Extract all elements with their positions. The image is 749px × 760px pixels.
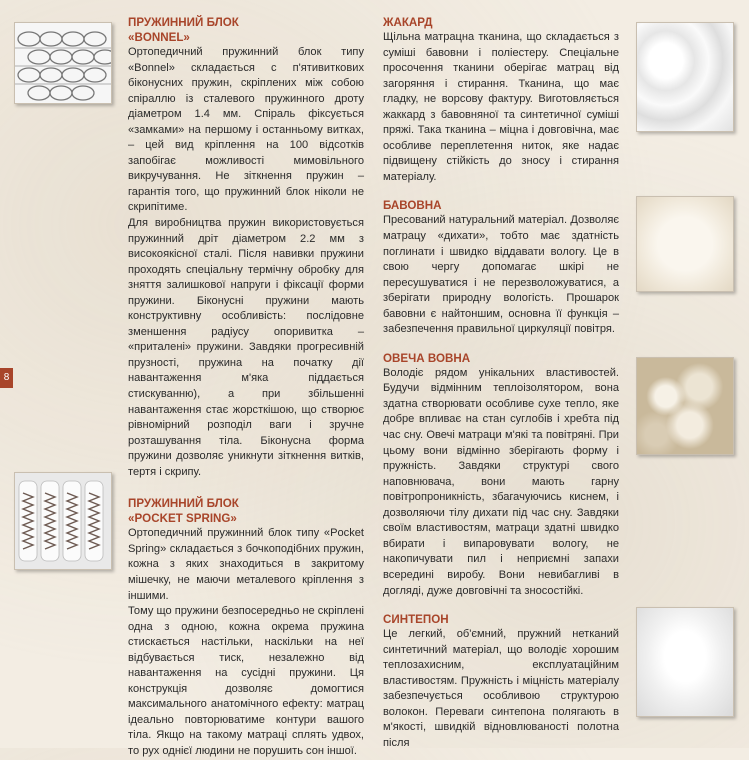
bonnel-spring-image	[14, 22, 112, 104]
jacquard-title: ЖАКАРД	[383, 16, 433, 29]
cotton-title: БАВОВНА	[383, 199, 442, 213]
bonnel-title-line2: «BONNEL»	[128, 31, 190, 44]
pocket-paragraph-1: Ортопедичний пружинний блок типу «Pocket Spring» складається з бочкоподібних пружин, кожна з яких знаходиться в закритому мішечку, не маючи металевого кріплення з іншими.	[128, 527, 364, 602]
bonnel-title-line1: ПРУЖИННИЙ БЛОК	[128, 16, 239, 29]
pocket-title-line1: ПРУЖИННИЙ БЛОК	[128, 497, 239, 511]
left-column	[128, 15, 364, 760]
right-column	[383, 15, 619, 751]
pocket-spring-image	[14, 472, 112, 570]
pocket-title-line2: «POCKET SPRING»	[128, 512, 237, 526]
jacquard-text: Щільна матрацна тканина, що складається з суміші бавовни і поліестеру. Спеціальне просочення тканини оберігає матрац від загоряння і стирання. Тканина, що має гладку, не ворсову фактуру. Виготовляється жаккард з бавовняної та синтетичної суміші пряжі. Така тканина – міцна і довговічна, має особливе переплетення ниток, яке надає підвищену стійкість до зносу і стирання матеріалу.	[383, 31, 619, 183]
sintepon-image	[636, 607, 734, 717]
sheep-wool-image	[636, 357, 734, 455]
sintepon-title: СИНТЕПОН	[383, 613, 449, 627]
sintepon-text: Це легкий, об'ємний, пружний нетканий синтетичний матеріал, що володіє хорошим теплозахисним, експлуатаційним властивостям. Пружність і міцність матеріалу забезпечується особливою структурою волокон. Переваги синтепона полягають в м'якості, швидкій відновлюваності полотна після	[383, 628, 619, 749]
page-number: 8	[0, 368, 13, 388]
bonnel-paragraph-1: Ортопедичний пружинний блок типу «Bonnel» складається с п'ятивиткових біконусних пружин, скріплених між собою спіраллю із сталевого пружинного дроту діаметром 1.4 мм. Спіраль фіксується «замками» на першому і останньому витках, – цей вид кріплення на 100 відсотків запобігає можливості мимовільного викручування. Не зіткнення пружин – гарантія того, що пружинний блок ніколи не скрипітиме.	[128, 46, 364, 214]
cotton-text: Пресований натуральний матеріал. Дозволяє матрацу «дихати», тобто має здатність поглинати і швидко віддавати вологу. Це в свою чергу допомагає шкірі не пересушуватися і не перезволожуватися, а зберігати природну вологість. Прошарок бавовни є найтоншим, основна її функція – забезпечення правильної циркуляції повітря.	[383, 214, 619, 336]
pocket-paragraph-2: Тому що пружини безпосередньо не скріплені одна з одною, кожна окрема пружина стискається настільки, наскільки на неї відбувається тиск, незалежно від навантаження на сусідні пружини. Ця конструкція дозволяє домогтися максимального анатомічного ефекту: матрац ідеально повторюватиме контури вашого тіла. Якщо на такому матраці сплять удвох, то рух однієї людини не порушить сон іншої.	[128, 605, 364, 757]
jacquard-fabric-image	[636, 22, 734, 132]
wool-text: Володіє рядом унікальних властивостей. Будучи відмінним теплоізолятором, вона здатна створювати особливе сухе тепло, яке добре впливає на стан суглобів і хребта під час сну. Овечі матраци м'які та повітряні. При цьому вони відмінно зберігають форму і пружність. Завдяки структурі свого наповнювача, вони мають гарну повітропроникність, збагачуючись киснем, і дозволяючи тілу дихати під час сну. Завдяки своїм властивостям, матраци здатні швидко вбирати і випаровувати вологу, не накопичувати пил і неприємні запахи всередині виробу. Вони невибагливі в догляді, дуже довговічні та зносостійкі.	[383, 366, 619, 597]
bonnel-paragraph-2: Для виробництва пружин використовується пружинний дріт діаметром 2.2 мм з високоякісної сталі. Після навивки пружини проходять спеціальну термічну обробку для зняття залишкової напруги і фіксації форми пружини. Біконусні пружини мають конструктивну особливість: послідовне зменшення радіусу опоривитка – «приталені» пружини. Завдяки прогресивній прузності, пружина на початку дії навантаження м'яка піддається стискуванню), а при збільшенні навантаження стає жорсткішою, що створює рівномірний розподіл ваги і зручне розташування тіла. Біконусна форма пружини дозволяє уникнути зіткнення витків, тертя і скрипу.	[128, 217, 364, 478]
cotton-image	[636, 196, 734, 292]
wool-title: ОВЕЧА ВОВНА	[383, 351, 471, 365]
